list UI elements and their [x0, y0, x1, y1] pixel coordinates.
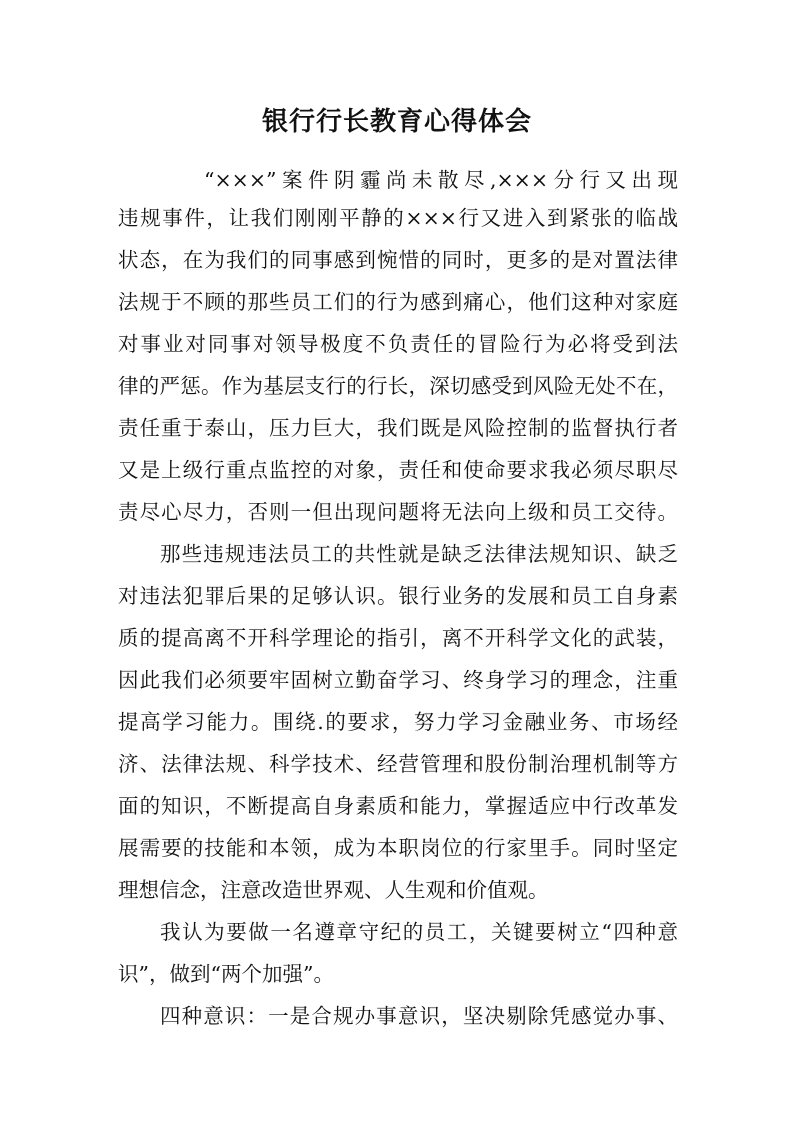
paragraph-line: 律的严惩。作为基层支行的行长，深切感受到风险无处不在，: [118, 374, 678, 398]
paragraph-line: 因此我们必须要牢固树立勤奋学习、终身学习的理念，注重: [118, 668, 678, 692]
paragraph-line: 那些违规违法员工的共性就是缺乏法律法规知识、缺乏: [160, 542, 678, 566]
paragraph-line: 提高学习能力。围绕.的要求，努力学习金融业务、市场经: [118, 710, 678, 734]
paragraph-line: 责任重于泰山，压力巨大，我们既是风险控制的监督执行者: [118, 416, 678, 440]
paragraph-line: 法规于不顾的那些员工们的行为感到痛心，他们这种对家庭: [118, 290, 678, 314]
paragraph-line: 对违法犯罪后果的足够认识。银行业务的发展和员工自身素: [118, 584, 678, 608]
document-title: 银行行长教育心得体会: [261, 107, 532, 137]
paragraph-line: 我认为要做一名遵章守纪的员工，关键要树立“四种意: [160, 920, 678, 944]
paragraph-line: 违规事件，让我们刚刚平静的×××行又进入到紧张的临战: [118, 206, 678, 230]
paragraph-line: 责尽心尽力，否则一但出现问题将无法向上级和员工交待。: [118, 500, 678, 524]
paragraph-line: 状态，在为我们的同事感到惋惜的同时，更多的是对置法律: [118, 248, 678, 272]
paragraph-line: 面的知识，不断提高自身素质和能力，掌握适应中行改革发: [118, 794, 678, 818]
paragraph-line: 展需要的技能和本领，成为本职岗位的行家里手。同时坚定: [118, 836, 678, 860]
paragraph-line: 济、法律法规、科学技术、经营管理和股份制治理机制等方: [118, 752, 678, 776]
paragraph-line: 理想信念，注意改造世界观、人生观和价值观。: [118, 878, 549, 902]
paragraph-line: 质的提高离不开科学理论的指引，离不开科学文化的武装，: [118, 626, 678, 650]
paragraph-line: “×××”案件阴霾尚未散尽,×××分行又出现: [204, 168, 678, 192]
paragraph-line: 对事业对同事对领导极度不负责任的冒险行为必将受到法: [118, 332, 678, 356]
paragraph-line: 又是上级行重点监控的对象，责任和使命要求我必须尽职尽: [118, 458, 678, 482]
paragraph-line: 识”，做到“两个加强”。: [118, 962, 334, 986]
paragraph-line: 四种意识：一是合规办事意识，坚决剔除凭感觉办事、: [160, 1004, 678, 1028]
